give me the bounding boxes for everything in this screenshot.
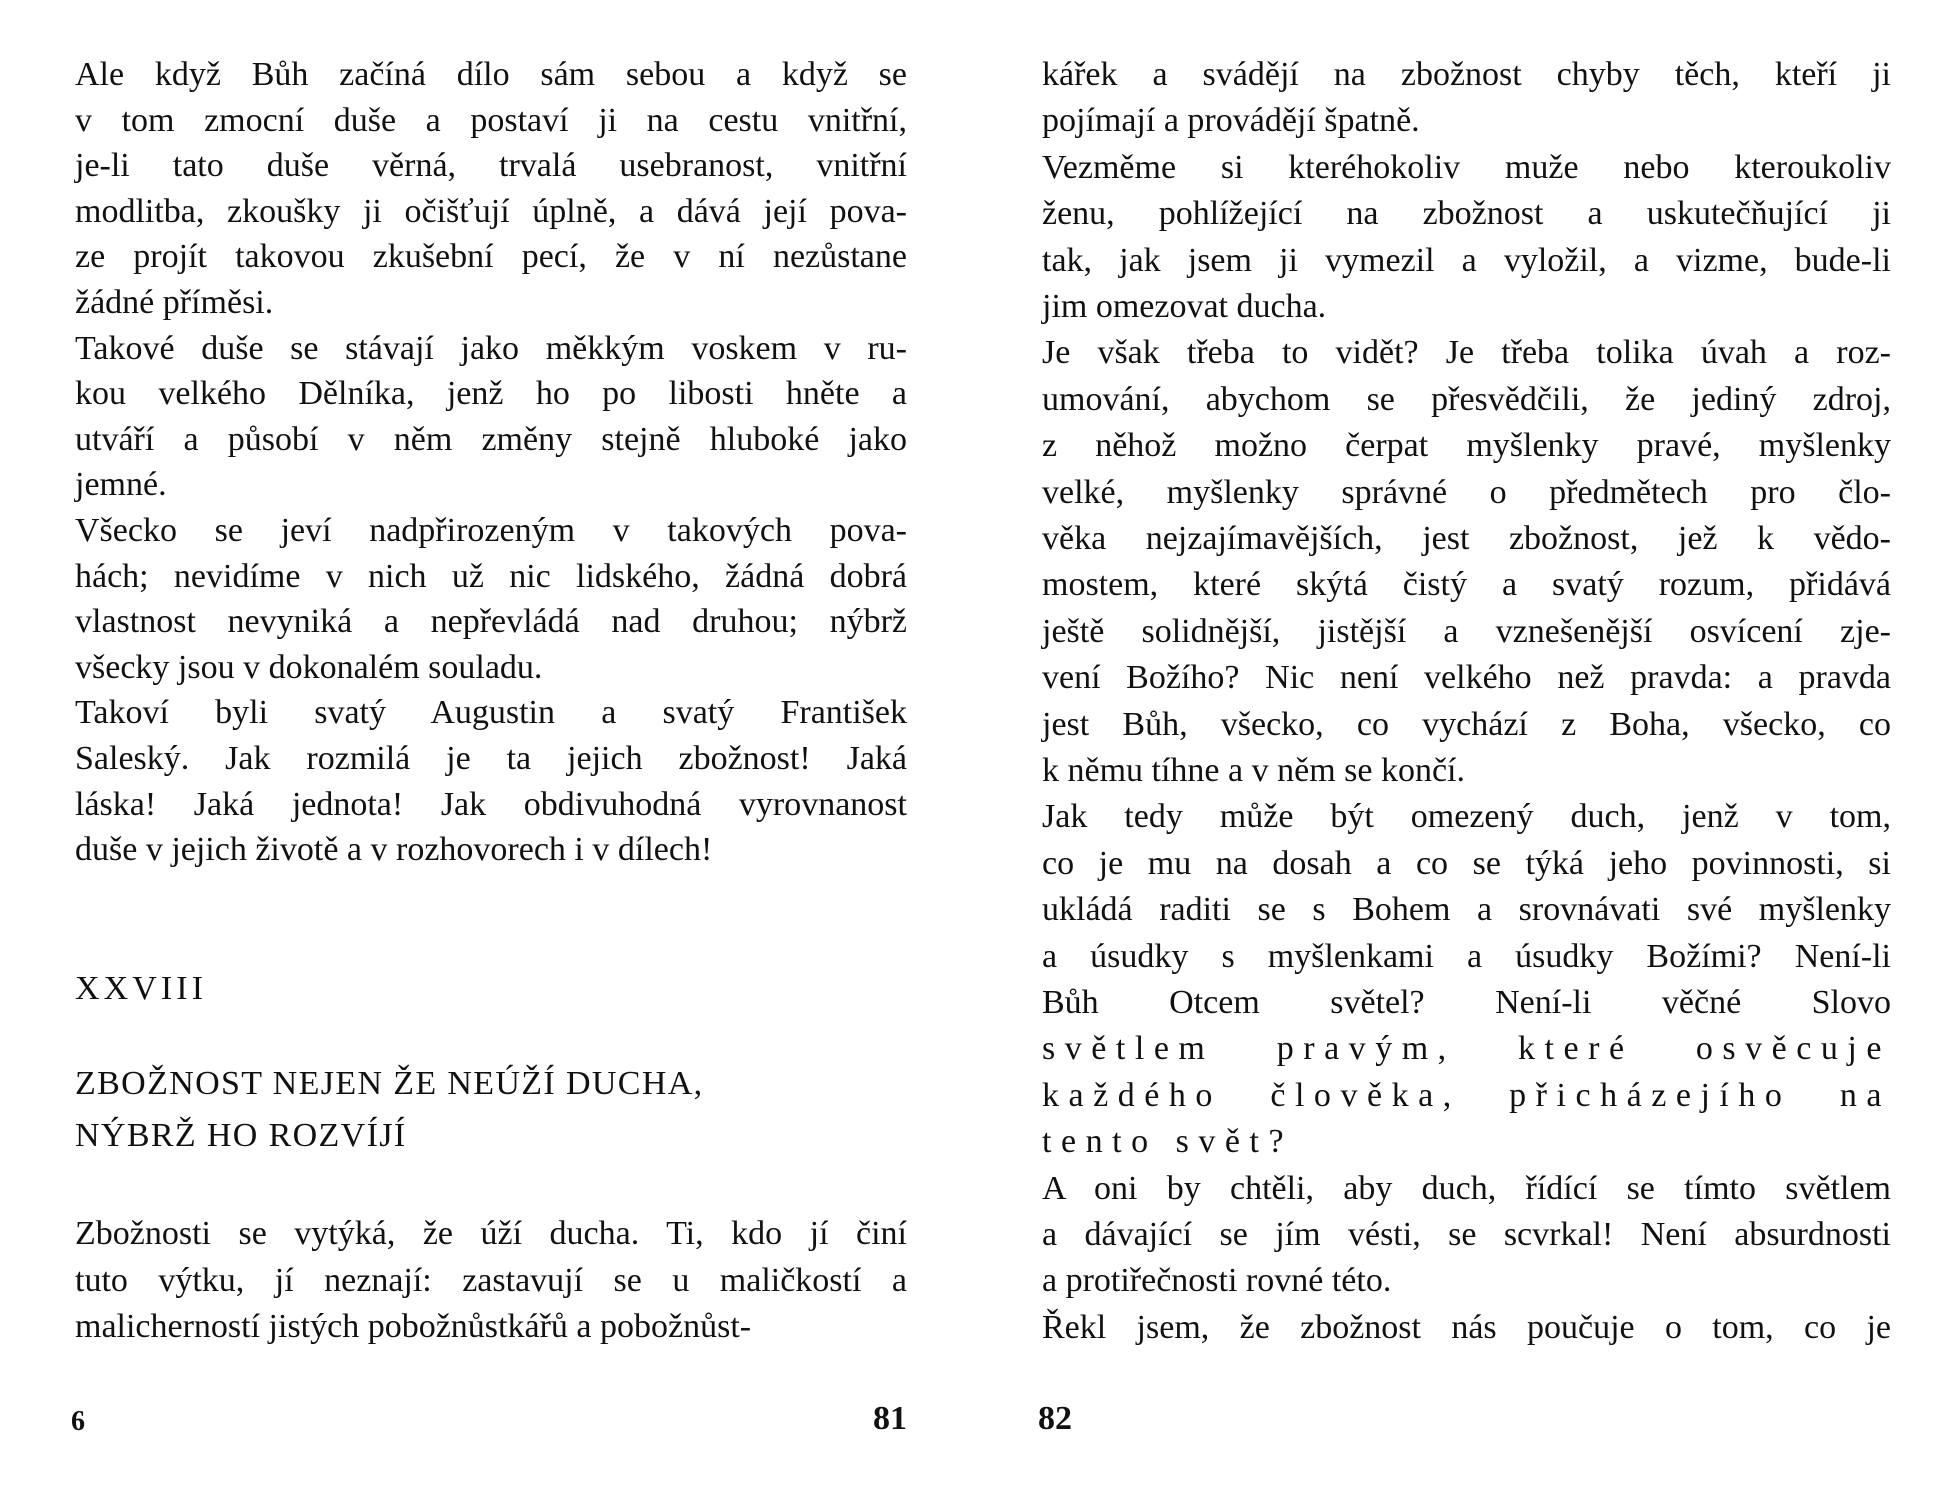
text-line: malicherností jistých pobožnůstkářů a pobožnůst- (75, 1308, 752, 1345)
text-line: všecky jsou v dokonalém souladu. (75, 648, 543, 686)
text-line: Bůh Otcem světel? Není-li věčné Slovo (1042, 984, 1891, 1021)
text-line: Je však třeba to vidět? Je třeba tolika úvah a roz- (1042, 334, 1891, 372)
text-line: A oni by chtěli, aby duch, řídící se tímto světlem (1042, 1169, 1891, 1207)
text-line: tak, jak jsem ji vymezil a vyložil, a vizme, bude-li (1042, 241, 1891, 279)
text-line: tuto výtku, jí neznají: zastavují se u maličkostí a (75, 1261, 907, 1299)
text-line: každého člověka, přicházejího na (1042, 1076, 1891, 1114)
text-line: láska! Jaká jednota! Jak obdivuhodná vyrovnanost (75, 785, 907, 823)
text-line: Saleský. Jak rozmilá je ta jejich zbožnost! Jaká (75, 740, 907, 777)
text-line: Zbožnosti se vytýká, že úží ducha. Ti, kdo jí činí (75, 1215, 907, 1252)
signature-mark: 6 (71, 1406, 85, 1437)
page-number-left: 81 (873, 1400, 907, 1437)
text-line: věka nejzajímavějších, jest zbožnost, jež k vědo- (1042, 520, 1891, 557)
text-line: ženu, pohlížející na zbožnost a uskutečňující ji (1042, 195, 1891, 233)
text-line: vení Božího? Nic není velkého než pravda: a pravda (1042, 659, 1891, 697)
text-line: Vezměme si kteréhokoliv muže nebo kteroukoliv (1042, 148, 1891, 186)
text-line: pojímají a provádějí špatně. (1042, 102, 1420, 140)
text-line: co je mu na dosah a co se týká jeho povinnosti, si (1042, 844, 1891, 882)
right-page (1038, 0, 1891, 1500)
text-line: je-li tato duše věrná, trvalá usebranost, vnitřní (75, 147, 907, 185)
text-line: jim omezovat ducha. (1042, 288, 1327, 325)
text-line: modlitba, zkoušky ji očišťují úplně, a dává její pova- (75, 192, 907, 230)
text-line: a dávající se jím vésti, se scvrkal! Není absurdnosti (1042, 1216, 1891, 1253)
text-line: duše v jejich životě a v rozhovorech i v dílech! (75, 831, 713, 869)
text-line: Všecko se jeví nadpřirozeným v takových pova- (75, 512, 907, 549)
text-line: velké, myšlenky správné o předmětech pro člo- (1042, 473, 1891, 511)
text-line: ukládá raditi se s Bohem a srovnávati své myšlenky (1042, 891, 1891, 929)
text-line: Ale když Bůh začíná dílo sám sebou a když se (75, 56, 907, 93)
page-number-right: 82 (1038, 1400, 1072, 1437)
text-line: a úsudky s myšlenkami a úsudky Božími? Není-li (1042, 937, 1891, 975)
text-line: z něhož možno čerpat myšlenky pravé, myšlenky (1042, 427, 1891, 465)
text-line: utváří a působí v něm změny stejně hluboké jako (75, 420, 907, 458)
text-line: vlastnost nevyniká a nepřevládá nad druhou; nýbrž (75, 603, 907, 641)
text-line: kou velkého Dělníka, jenž ho po libosti hněte a (75, 375, 907, 413)
text-line: umování, abychom se přesvědčili, že jediný zdroj, (1042, 380, 1891, 418)
text-line: tento svět? (1042, 1123, 1294, 1161)
left-page (71, 0, 907, 1500)
text-line: jest Bůh, všecko, co vychází z Boha, všecko, co (1042, 705, 1891, 743)
text-line: ještě solidnější, jistější a vznešenější osvícení zje- (1042, 612, 1891, 650)
text-line: světlem pravým, které osvěcuje (1042, 1030, 1891, 1068)
text-line: Takové duše se stávají jako měkkým voskem v ru- (75, 329, 907, 367)
text-line: v tom zmocní duše a postaví ji na cestu vnitřní, (75, 101, 907, 139)
text-line: žádné příměsi. (75, 284, 274, 321)
text-line: k němu tíhne a v něm se končí. (1042, 752, 1466, 789)
text-line: a protiřečnosti rovné této. (1042, 1262, 1392, 1300)
chapter-number: XXVIII (75, 970, 208, 1007)
text-line: Takoví byli svatý Augustin a svatý František (75, 694, 907, 732)
text-line: Řekl jsem, že zbožnost nás poučuje o tom, co je (1042, 1308, 1891, 1346)
text-line: Jak tedy může být omezený duch, jenž v tom, (1042, 798, 1891, 836)
chapter-title-line-1: ZBOŽNOST NEJEN ŽE NEÚŽÍ DUCHA, (75, 1065, 704, 1102)
text-line: ze projít takovou zkušební pecí, že v ní nezůstane (75, 238, 907, 276)
text-line: mostem, které skýtá čistý a svatý rozum, přidává (1042, 566, 1891, 604)
chapter-title-line-2: NÝBRŽ HO ROZVÍJÍ (75, 1117, 407, 1154)
text-line: jemné. (75, 466, 167, 504)
text-line: kářek a svádějí na zbožnost chyby těch, kteří ji (1042, 56, 1891, 93)
text-line: hách; nevidíme v nich už nic lidského, žádná dobrá (75, 557, 907, 595)
